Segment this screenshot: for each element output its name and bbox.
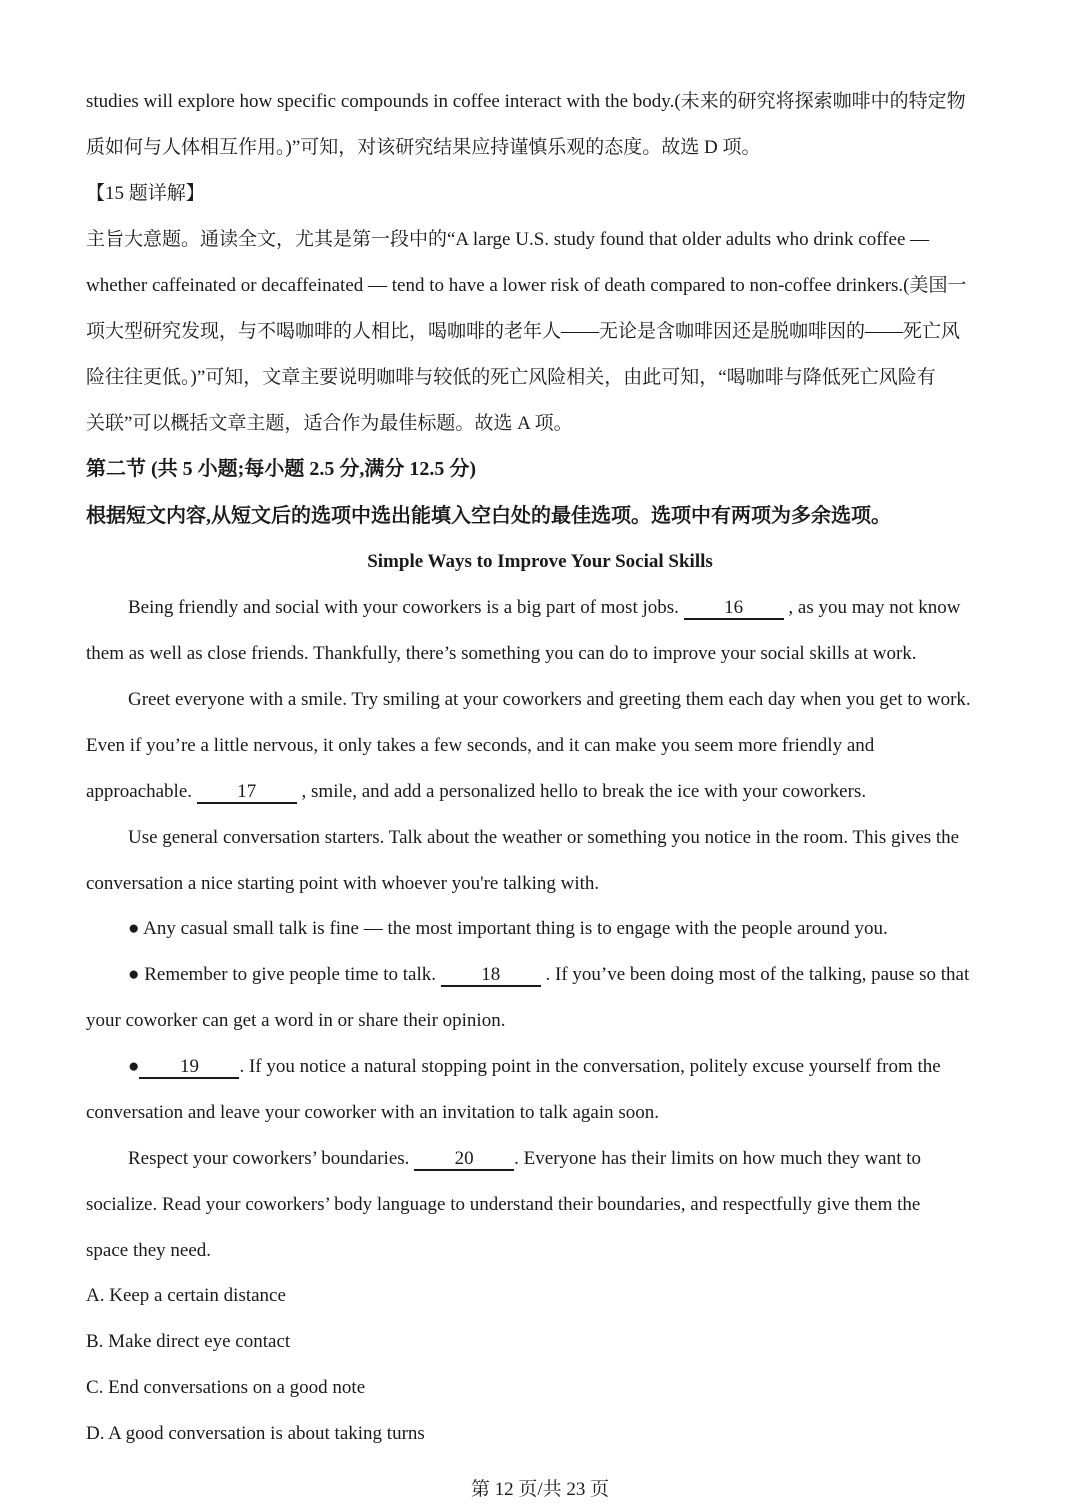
paragraph-2-line-2: Even if you’re a little nervous, it only takes a few seconds, and it can make you seem more friendly and: [86, 735, 875, 756]
q15-line-4: 险往往更低。)”可知，文章主要说明咖啡与较低的死亡风险相关，由此可知，“喝咖啡与降低死亡风险有: [86, 367, 936, 388]
text: Being friendly and social with your coworkers is a big part of most jobs.: [128, 597, 679, 618]
blank-18[interactable]: 18: [441, 965, 541, 987]
text: Respect your coworkers’ boundaries.: [128, 1148, 410, 1169]
blank-17[interactable]: 17: [197, 782, 297, 804]
section-instruction: 根据短文内容,从短文后的选项中选出能填入空白处的最佳选项。选项中有两项为多余选项。: [86, 505, 891, 527]
paragraph-4-line-1: [128, 1147, 1042, 1171]
q15-line-3: 项大型研究发现，与不喝咖啡的人相比，喝咖啡的老年人——无论是含咖啡因还是脱咖啡因的——死亡风: [86, 321, 961, 342]
option-b: B. Make direct eye contact: [86, 1331, 291, 1352]
prev-answer-line-2: 质如何与人体相互作用。)”可知，对该研究结果应持谨慎乐观的态度。故选 D 项。: [86, 137, 761, 158]
option-a: A. Keep a certain distance: [86, 1285, 286, 1306]
q15-line-1: 主旨大意题。通读全文，尤其是第一段中的“A large U.S. study found that older adults who drink coffee —: [86, 229, 930, 250]
paragraph-2-line-3: [86, 780, 1042, 804]
q15-line-5: 关联”可以概括文章主题，适合作为最佳标题。故选 A 项。: [86, 413, 573, 434]
blank-16[interactable]: 16: [684, 598, 784, 620]
q15-heading: 【15 题详解】: [86, 183, 205, 204]
paragraph-1-line-2: them as well as close friends. Thankfully, there’s something you can do to improve your social skills at work.: [86, 643, 917, 664]
bullet-2-line-2: your coworker can get a word in or share their opinion.: [86, 1010, 506, 1031]
text: . Everyone has their limits on how much they want to: [514, 1148, 921, 1169]
bullet-dot: ●: [128, 1056, 140, 1077]
text: ● Remember to give people time to talk.: [128, 964, 437, 985]
paragraph-3-line-1: Use general conversation starters. Talk about the weather or something you notice in the room. This gives the: [128, 827, 960, 848]
q15-line-2: whether caffeinated or decaffeinated — tend to have a lower risk of death compared to non-coffee drinkers.(美国一: [86, 275, 967, 296]
bullet-1: ● Any casual small talk is fine — the most important thing is to engage with the people around you.: [128, 918, 888, 939]
section-title: 第二节 (共 5 小题;每小题 2.5 分,满分 12.5 分): [86, 458, 476, 480]
text: , as you may not know: [788, 597, 961, 618]
text: , smile, and add a personalized hello to break the ice with your coworkers.: [301, 781, 867, 802]
paragraph-2-line-1: Greet everyone with a smile. Try smiling at your coworkers and greeting them each day when you get to work.: [128, 689, 971, 710]
paragraph-4-line-2: socialize. Read your coworkers’ body language to understand their boundaries, and respectfully give them the: [86, 1194, 921, 1215]
prev-answer-line-1: studies will explore how specific compounds in coffee interact with the body.(未来的研究将探索咖啡中的特定物: [86, 91, 966, 112]
bullet-3-line-1: [128, 1055, 1042, 1079]
article-title: Simple Ways to Improve Your Social Skills: [367, 551, 713, 572]
page-footer: 第 12 页/共 23 页: [470, 1479, 610, 1500]
paragraph-3-line-2: conversation a nice starting point with whoever you're talking with.: [86, 873, 600, 894]
text: approachable.: [86, 781, 193, 802]
option-c: C. End conversations on a good note: [86, 1377, 366, 1398]
text: . If you’ve been doing most of the talking, pause so that: [545, 964, 970, 985]
text: . If you notice a natural stopping point in the conversation, politely excuse yourself from the: [239, 1056, 941, 1077]
bullet-3-line-2: conversation and leave your coworker with an invitation to talk again soon.: [86, 1102, 660, 1123]
blank-19[interactable]: 19: [139, 1057, 239, 1079]
bullet-2-line-1: [128, 963, 1042, 987]
blank-20[interactable]: 20: [414, 1149, 514, 1171]
paragraph-4-line-3: space they need.: [86, 1240, 212, 1261]
option-d: D. A good conversation is about taking turns: [86, 1423, 425, 1444]
paragraph-1-line-1: [128, 596, 1042, 620]
